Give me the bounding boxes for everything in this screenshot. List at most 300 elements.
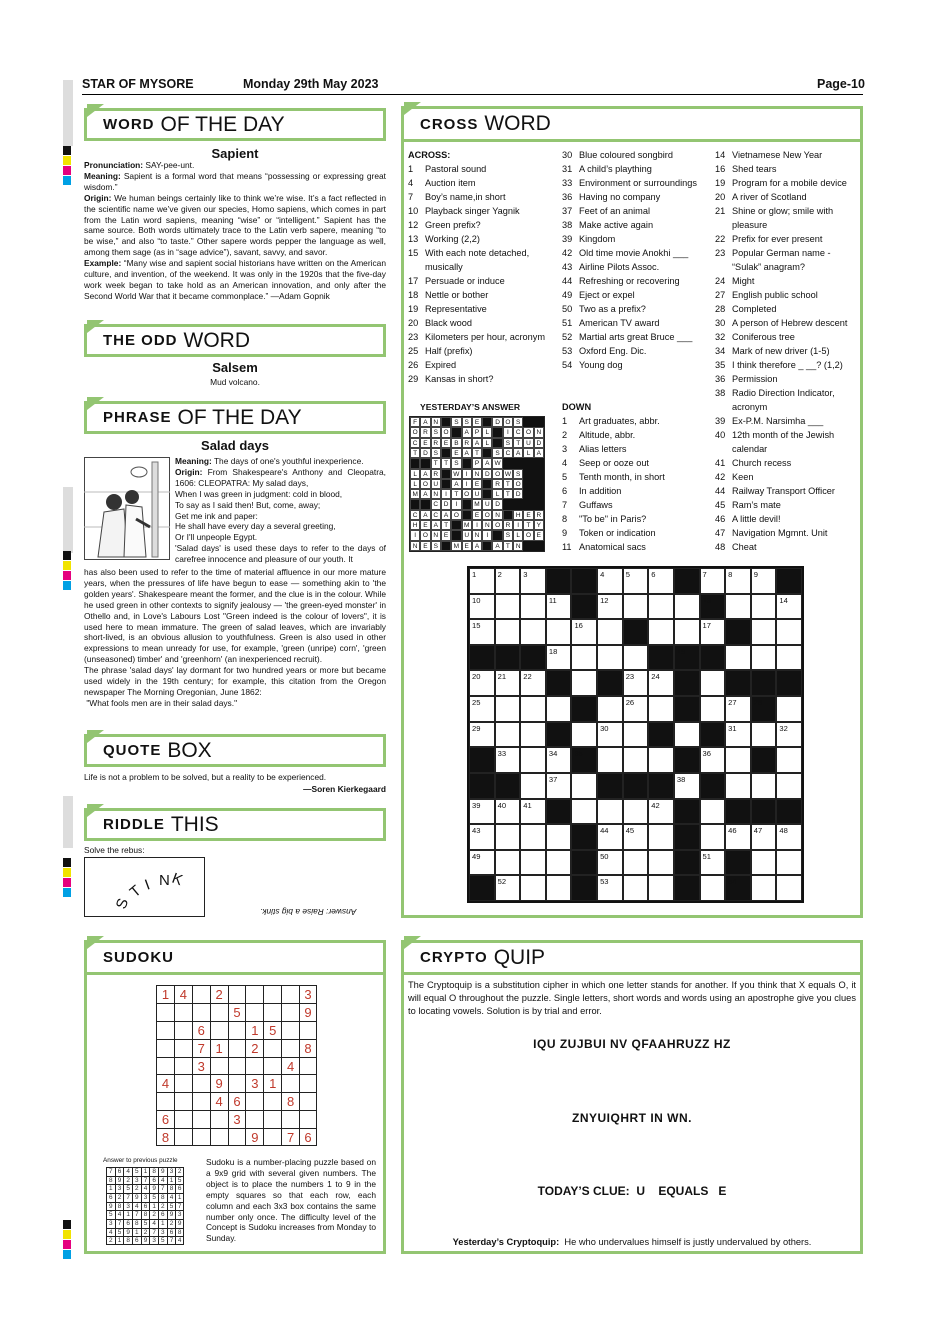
answer-cell: C (431, 510, 441, 520)
clue-item (715, 442, 860, 456)
clue-text: Seep or ooze out (579, 458, 649, 468)
grid-cell (648, 747, 674, 773)
clue-text: Playback singer Yagnik (425, 206, 520, 216)
reg-mark (63, 166, 71, 175)
sudoku-cell (281, 1110, 299, 1128)
black-square (597, 670, 623, 696)
clue-text: Navigation Mgmnt. Unit (732, 528, 828, 538)
clue-text: Expired (425, 360, 457, 370)
cell-number: 26 (625, 698, 635, 708)
sudoku-cell: 9 (115, 1176, 124, 1185)
clue-number: 26 (408, 360, 419, 370)
black-square (523, 541, 533, 551)
clue-text: musically (425, 262, 463, 272)
clue-text: Tenth month, in short (579, 472, 665, 482)
grid-cell (776, 773, 802, 799)
sudoku-cell: 6 (132, 1236, 141, 1245)
clue-item (715, 484, 860, 498)
clue-text: Persuade or induce (425, 276, 505, 286)
cell-number: 35 (574, 749, 583, 759)
black-square (751, 747, 777, 773)
reg-mark (63, 176, 71, 185)
cell-number: 42 (651, 800, 660, 810)
clue-item (715, 148, 860, 162)
rebus-box (84, 857, 205, 917)
sudoku-cell (174, 1074, 192, 1092)
clue-number: 22 (715, 234, 726, 244)
answer-cell: T (431, 458, 441, 468)
sudoku-cell: 9 (175, 1219, 184, 1228)
answer-cell: S (431, 448, 441, 458)
answer-cell: A (492, 541, 502, 551)
clue-text: Airline Pilots Assoc. (579, 262, 660, 272)
text-run: The days of one's youthful inexperience. (211, 456, 364, 466)
grid-cell (623, 594, 649, 620)
clue-text: Altitude, abbr. (579, 430, 636, 440)
rebus-letter: K (169, 869, 185, 890)
grid-cell (700, 670, 726, 696)
cipher-line-1: IQU ZUJBUI NV QFAAHRUZZ HZ (533, 1037, 731, 1051)
answer-cell: N (472, 530, 482, 540)
sudoku-cell (263, 985, 281, 1003)
grid-cell (648, 875, 674, 901)
cell-number: 18 (548, 646, 558, 656)
clue-item (562, 442, 712, 456)
clue-item (715, 428, 860, 442)
wotd-body (84, 160, 386, 302)
clue-text: Keen (732, 472, 754, 482)
sudoku-cell: 5 (123, 1184, 132, 1193)
clue-text: Refreshing or recovering (579, 276, 680, 286)
answer-cell: A (472, 438, 482, 448)
grid-cell (648, 799, 674, 825)
answer-cell: N (431, 489, 441, 499)
sudoku-cell: 8 (175, 1228, 184, 1237)
answer-cell: I (462, 469, 472, 479)
cell-number: 47 (753, 826, 763, 836)
sudoku-cell: 9 (158, 1167, 167, 1176)
clue-item (715, 526, 860, 540)
cell-number: 11 (548, 595, 557, 605)
grid-cell (776, 824, 802, 850)
clue-number: 49 (562, 290, 573, 300)
sudoku-cell: 3 (158, 1228, 167, 1237)
grid-cell (597, 696, 623, 722)
answer-cell: R (462, 438, 472, 448)
cell-number: 53 (600, 877, 609, 887)
sudoku-cell: 4 (132, 1202, 141, 1211)
answer-cell: I (462, 479, 472, 489)
answer-cell: O (420, 479, 430, 489)
clue-text: Mark of new driver (1-5) (732, 346, 830, 356)
clue-number: 40 (715, 430, 726, 440)
black-square (674, 824, 700, 850)
grid-cell (776, 875, 802, 901)
sudoku-cell: 1 (245, 1021, 263, 1039)
black-square (546, 799, 572, 825)
clue-item (562, 260, 712, 274)
black-square (503, 499, 513, 509)
sudoku-cell: 3 (245, 1074, 263, 1092)
sudoku-cell: 6 (123, 1219, 132, 1228)
cell-number: 20 (472, 672, 481, 682)
text-line (175, 511, 386, 522)
black-square (776, 568, 802, 594)
clue-item (408, 176, 558, 190)
clue-item (562, 526, 712, 540)
quote-heading: QUOTE BOX (84, 734, 386, 767)
sudoku-cell: 4 (115, 1210, 124, 1219)
clue-number (408, 260, 425, 274)
sudoku-cell: 1 (156, 985, 174, 1003)
grid-cell (469, 568, 495, 594)
answer-cell: R (503, 520, 513, 530)
grid-cell (546, 824, 572, 850)
answer-cell: A (420, 510, 430, 520)
sudoku-cell: 3 (115, 1184, 124, 1193)
sudoku-cell (228, 1057, 246, 1075)
grid-cell (674, 594, 700, 620)
answer-cell: T (441, 520, 451, 530)
quote-author: —Soren Kierkegaard (303, 784, 386, 794)
answer-cell: D (492, 417, 502, 427)
grid-cell (469, 594, 495, 620)
clue-number: 18 (408, 290, 419, 300)
answer-cell: S (451, 417, 461, 427)
clue-number: 25 (408, 346, 419, 356)
clue-text: Coniferous tree (732, 332, 795, 342)
sudoku-cell: 8 (158, 1193, 167, 1202)
clue-item (715, 232, 860, 246)
cell-number: 16 (574, 621, 583, 631)
grid-cell (751, 850, 777, 876)
answer-cell: R (431, 438, 441, 448)
cell-number: 48 (779, 826, 788, 836)
black-square (523, 469, 533, 479)
sudoku-cell (263, 1128, 281, 1146)
clue-item (408, 190, 558, 204)
answer-cell: E (441, 438, 451, 448)
clue-text: "To be" in Paris? (579, 514, 647, 524)
answer-cell: D (534, 438, 544, 448)
sudoku-cell: 1 (158, 1219, 167, 1228)
clue-item (562, 456, 712, 470)
sudoku-cell: 8 (132, 1219, 141, 1228)
text-line (175, 467, 386, 489)
across-clues-col2 (562, 148, 712, 372)
cartoon-illustration (84, 457, 170, 560)
answer-cell: O (482, 510, 492, 520)
grid-cell (623, 722, 649, 748)
sudoku-cell: 9 (149, 1184, 158, 1193)
clue-text: Shed tears (732, 164, 777, 174)
sudoku-cell (156, 1092, 174, 1110)
clue-item (715, 540, 860, 554)
answer-cell: N (513, 541, 523, 551)
grid-cell (546, 696, 572, 722)
clue-item (715, 470, 860, 484)
black-square (751, 799, 777, 825)
clue-text: acronym (732, 402, 768, 412)
sudoku-cell: 5 (228, 1003, 246, 1021)
clue-number: 19 (715, 178, 726, 188)
cell-number: 32 (779, 723, 788, 733)
sudoku-cell: 7 (192, 1039, 210, 1057)
clue-text: Kingdom (579, 234, 616, 244)
answer-cell: O (523, 530, 533, 540)
cell-number: 4 (600, 570, 605, 579)
clue-text: 12th month of the Jewish (732, 430, 835, 440)
answer-cell: T (503, 479, 513, 489)
black-square (523, 489, 533, 499)
black-square (451, 520, 461, 530)
sudoku-cell: 2 (245, 1039, 263, 1057)
black-square (546, 722, 572, 748)
black-square (571, 747, 597, 773)
sudoku-cell (299, 1057, 317, 1075)
clue-text: Black wood (425, 318, 472, 328)
sudoku-heading: SUDOKU (84, 940, 386, 975)
black-square (462, 458, 472, 468)
clue-item (715, 372, 860, 386)
black-square (523, 479, 533, 489)
clue-item (562, 302, 712, 316)
answer-cell: U (462, 530, 472, 540)
riddle-heading: RIDDLE THIS (84, 808, 386, 841)
text-line (175, 532, 386, 543)
clue-text: Completed (732, 304, 777, 314)
sudoku-cell (299, 1110, 317, 1128)
sudoku-description: Sudoku is a number-placing puzzle based on a 9x9 grid with several given numbers. The object is to place the numbers 1 to 9 in the empty squares so that each row, each column and each 3x3 box contains the same number only once. The difficulty level of the Concept is Sudoku increases from Monday to Sunday. (206, 1157, 376, 1244)
clue-number: 53 (562, 346, 573, 356)
side-bar (63, 796, 73, 848)
corner-flag (87, 397, 104, 410)
sudoku-cell: 8 (123, 1236, 132, 1245)
black-square (674, 696, 700, 722)
black-square (523, 499, 533, 509)
grid-cell (495, 594, 521, 620)
grid-cell (520, 747, 546, 773)
cell-number: 22 (523, 672, 532, 682)
reg-mark (63, 581, 71, 590)
answer-cell: R (431, 469, 441, 479)
yesterday-cryptoquip: Yesterday’s Cryptoquip: He who undervalues himself is justly undervalued by others. (452, 1237, 812, 1247)
clue-item (562, 288, 712, 302)
sudoku-cell: 6 (228, 1092, 246, 1110)
clue-text: Martial arts great Bruce ___ (579, 332, 693, 342)
reg-mark (63, 1250, 71, 1259)
answer-cell: T (410, 448, 420, 458)
clue-item (562, 414, 712, 428)
clue-number: 23 (715, 248, 726, 258)
answer-cell: A (420, 489, 430, 499)
clue-text: I think therefore _ __? (1,2) (732, 360, 843, 370)
black-square (648, 645, 674, 671)
clue-item (715, 176, 860, 190)
clue-number: 4 (408, 178, 414, 188)
clue-item (715, 358, 860, 372)
answer-cell: M (462, 520, 472, 530)
black-square (674, 850, 700, 876)
answer-cell: L (513, 530, 523, 540)
grid-cell (546, 773, 572, 799)
clue-text: Boy’s name,in short (425, 192, 506, 202)
sudoku-cell (192, 1074, 210, 1092)
sudoku-cell (174, 1021, 192, 1039)
answer-cell: L (523, 448, 533, 458)
cell-number: 28 (753, 698, 763, 708)
answer-cell: W (503, 469, 513, 479)
answer-cell: I (410, 530, 420, 540)
grid-cell (597, 875, 623, 901)
cell-number: 21 (497, 672, 507, 682)
black-square (700, 645, 726, 671)
answer-cell: M (472, 499, 482, 509)
reg-mark (63, 146, 71, 155)
clue-heading: DOWN (562, 402, 592, 412)
sudoku-cell: 5 (106, 1210, 115, 1219)
cell-number: 45 (625, 826, 635, 836)
grid-cell (751, 594, 777, 620)
cell-number: 39 (472, 800, 481, 810)
sudoku-cell (263, 1057, 281, 1075)
grid-cell (571, 799, 597, 825)
text-run: To say as I said then! But, come, away; (175, 499, 321, 510)
clue-item (408, 372, 558, 386)
grid-cell (725, 747, 751, 773)
clue-item (562, 498, 712, 512)
clue-text: Alias letters (579, 444, 627, 454)
sudoku-cell: 3 (299, 985, 317, 1003)
clue-number: 9 (562, 528, 568, 538)
cell-number: 46 (728, 826, 737, 836)
answer-cell: H (513, 510, 523, 520)
clue-text: Kilometers per hour, acronym (425, 332, 545, 342)
clue-number: 36 (562, 192, 573, 202)
clue-number: 13 (408, 234, 419, 244)
clue-item (715, 190, 860, 204)
clue-text: Pastoral sound (425, 164, 487, 174)
answer-cell: M (410, 489, 420, 499)
sudoku-cell (281, 1039, 299, 1057)
clue-text: Popular German name - (732, 248, 831, 258)
grid-cell (623, 670, 649, 696)
clue-item (715, 512, 860, 526)
answer-cell: A (513, 448, 523, 458)
grid-cell (520, 594, 546, 620)
answer-cell: U (431, 479, 441, 489)
rebus-image (85, 858, 203, 915)
text-run: We human beings certainly like to think we’re wise. It’s a fact reflected in the scientific name we’ve given our species, Homo sapiens, which comes in part from the Latin word sapiens, meaning “wise” or “intelligent.” Sapient has the same source. Both words ultimately trace to the Latin verb sapere, meaning “to be wise,” and also “to taste.” Other sapere words pepper the language as well, among them sage (as in “sage advice”), savant, savvy, and savor. (84, 192, 386, 258)
clue-item (408, 274, 558, 288)
grid-cell (648, 568, 674, 594)
answer-cell: S (513, 469, 523, 479)
sudoku-cell: 9 (210, 1074, 228, 1092)
clue-item (715, 344, 860, 358)
grid-cell (700, 619, 726, 645)
answer-cell: N (534, 427, 544, 437)
answer-cell: N (431, 417, 441, 427)
potd-word: Salad days (201, 438, 269, 453)
sudoku-grid (156, 985, 317, 1147)
answer-cell: L (410, 479, 420, 489)
grid-cell (546, 645, 572, 671)
text-run: 'Salad days' is used these days to refer to the days of carefree innocence and pleasure of our youth. It (175, 543, 386, 565)
sudoku-cell: 8 (281, 1092, 299, 1110)
cell-number: 33 (497, 749, 507, 759)
cell-number: 29 (472, 723, 481, 733)
answer-cell: O (492, 469, 502, 479)
sudoku-cell (156, 1003, 174, 1021)
grid-cell (520, 722, 546, 748)
cell-number: 7 (702, 570, 707, 579)
sudoku-cell: 2 (167, 1219, 176, 1228)
black-square (534, 489, 544, 499)
cell-number: 41 (523, 800, 532, 810)
answer-cell: T (472, 448, 482, 458)
grid-cell (520, 696, 546, 722)
clue-number: 14 (715, 150, 726, 160)
answer-cell: A (431, 520, 441, 530)
black-square (546, 670, 572, 696)
black-square (420, 499, 430, 509)
sudoku-cell (210, 1057, 228, 1075)
corner-flag (87, 320, 104, 333)
clue-item (715, 274, 860, 288)
grid-cell (700, 696, 726, 722)
sudoku-cell: 4 (141, 1184, 150, 1193)
cell-number: 14 (779, 595, 788, 605)
clue-item (562, 428, 712, 442)
clue-number: 38 (715, 388, 726, 398)
black-square (482, 541, 492, 551)
clue-number: 42 (562, 248, 573, 258)
sudoku-cell: 8 (299, 1039, 317, 1057)
grid-cell (725, 568, 751, 594)
black-square (469, 773, 495, 799)
sudoku-cell: 7 (149, 1228, 158, 1237)
grid-cell (776, 747, 802, 773)
sudoku-cell: 1 (141, 1167, 150, 1176)
clue-number (715, 218, 732, 232)
clue-text: “Sulak” anagram? (732, 262, 806, 272)
sudoku-cell: 3 (175, 1210, 184, 1219)
grid-cell (571, 670, 597, 696)
clue-number: 27 (715, 290, 726, 300)
clue-number: 30 (715, 318, 726, 328)
clue-text: Shine or glow; smile with (732, 206, 834, 216)
black-square (520, 645, 546, 671)
black-square (751, 670, 777, 696)
sudoku-cell: 6 (158, 1210, 167, 1219)
black-square (482, 448, 492, 458)
cipher-line-2: ZNYUIQHRT IN WN. (572, 1111, 692, 1125)
grid-cell (725, 722, 751, 748)
answer-cell: C (513, 427, 523, 437)
answer-cell: Y (534, 520, 544, 530)
sudoku-cell: 3 (167, 1167, 176, 1176)
text-lead: Meaning: (175, 456, 212, 466)
sudoku-cell: 4 (123, 1167, 132, 1176)
sudoku-cell (245, 1057, 263, 1075)
black-square (648, 722, 674, 748)
clue-number: 2 (562, 430, 568, 440)
sudoku-cell: 5 (167, 1202, 176, 1211)
sudoku-cell: 8 (106, 1176, 115, 1185)
reg-mark (63, 571, 71, 580)
answer-cell: A (462, 448, 472, 458)
sudoku-cell: 5 (175, 1176, 184, 1185)
